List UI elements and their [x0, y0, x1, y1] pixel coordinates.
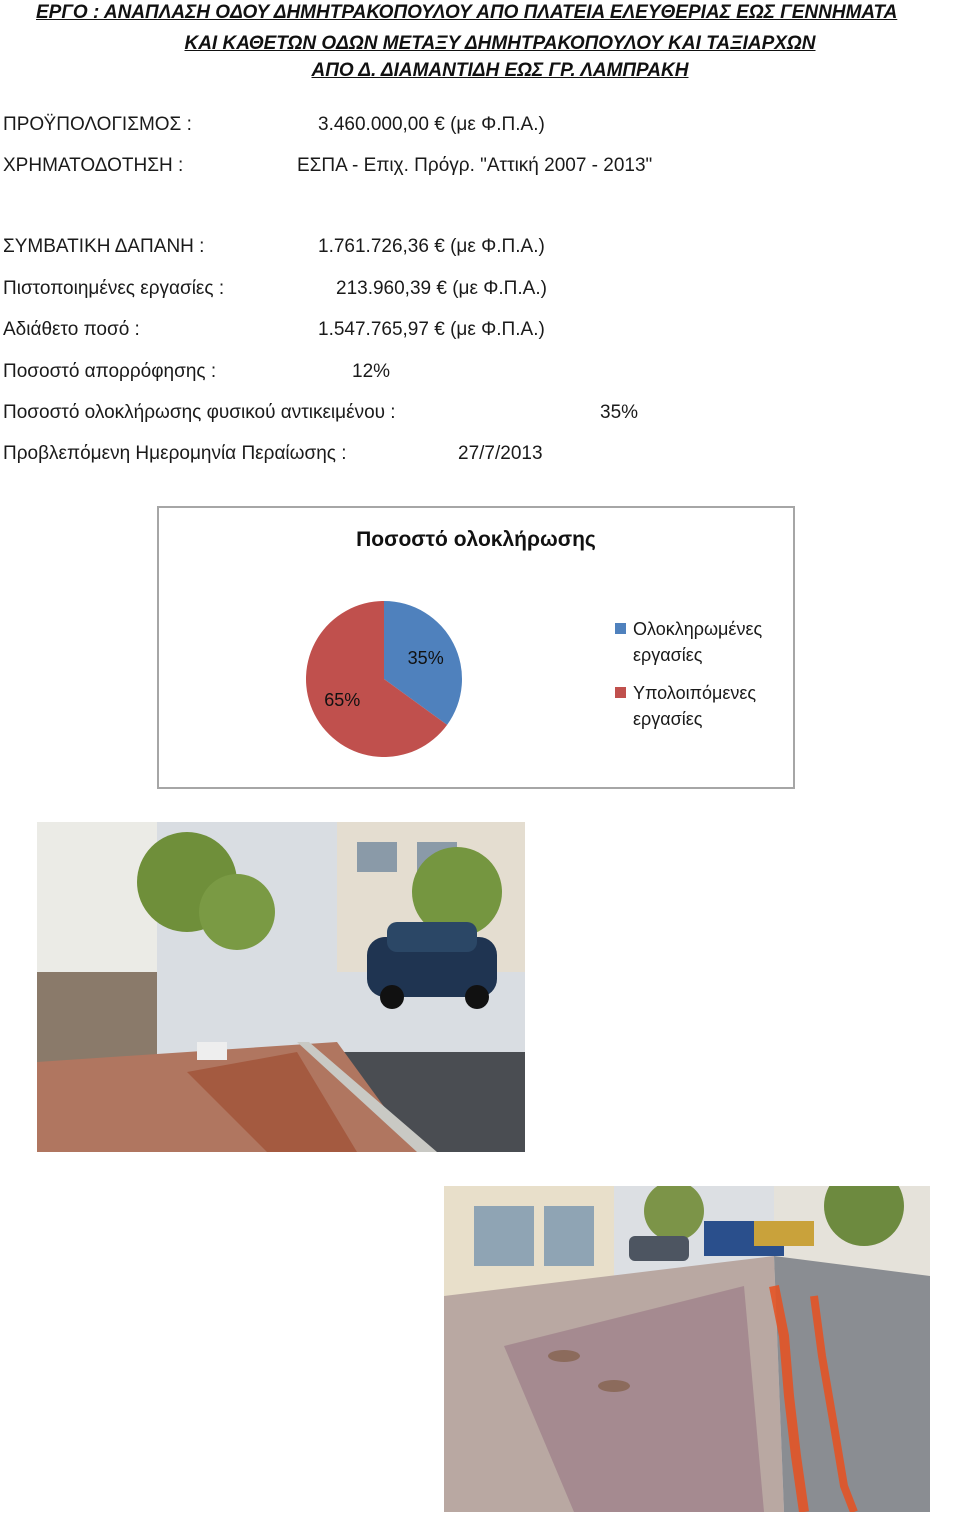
pie-data-label: 35%: [407, 647, 444, 668]
funding-value: ΕΣΠΑ - Επιχ. Πρόγρ. "Αττική 2007 - 2013": [297, 155, 653, 176]
contract-label: ΣΥΜΒΑΤΙΚΗ ΔΑΠΑΝΗ :: [3, 236, 205, 257]
absorption-label: Ποσοστό απορρόφησης :: [3, 361, 217, 382]
absorption-value: 12%: [352, 361, 391, 382]
sidewalk-paving-photo: [444, 1186, 930, 1512]
available-label: Αδιάθετο ποσό :: [3, 319, 140, 340]
available-value: 1.547.765,97 € (με Φ.Π.Α.): [318, 319, 545, 340]
chart-title: Ποσοστό ολοκλήρωσης: [356, 528, 596, 551]
legend-item: [615, 680, 762, 732]
project-title-line-2: ΚΑΙ ΚΑΘΕΤΩΝ ΟΔΩΝ ΜΕΤΑΞΥ ΔΗΜΗΤΡΑΚΟΠΟΥΛΟΥ ΚΑΙ ΤΑΞΙΑΡΧΩΝ: [184, 33, 816, 54]
contract-value: 1.761.726,36 € (με Φ.Π.Α.): [318, 236, 545, 257]
completion-date-label: Προβλεπόμενη Ημερομηνία Περαίωσης :: [3, 443, 347, 464]
legend-label: Υπολοιπόμενες εργασίες: [633, 683, 757, 729]
chart-legend: [615, 616, 762, 744]
project-title-line-3: ΑΠΟ Δ. ΔΙΑΜΑΝΤΙΔΗ ΕΩΣ ΓΡ. ΛΑΜΠΡΑΚΗ: [311, 60, 689, 81]
pie-data-label: 65%: [324, 690, 361, 711]
completion-chart: [157, 506, 795, 789]
budget-value: 3.460.000,00 € (με Φ.Π.Α.): [318, 114, 545, 135]
completion-value: 35%: [600, 402, 639, 423]
completion-label: Ποσοστό ολοκλήρωσης φυσικού αντικειμένου :: [3, 402, 396, 423]
legend-item: [615, 616, 762, 668]
legend-swatch: [615, 623, 626, 634]
street-construction-photo: [37, 822, 525, 1152]
legend-label: Ολοκληρωμένες εργασίες: [633, 619, 763, 665]
certified-value: 213.960,39 € (με Φ.Π.Α.): [336, 278, 547, 299]
legend-swatch: [615, 687, 626, 698]
certified-label: Πιστοποιημένες εργασίες :: [3, 278, 225, 299]
pie-chart: [299, 594, 469, 764]
project-title-line-1: ΕΡΓΟ : ΑΝΑΠΛΑΣΗ ΟΔΟΥ ΔΗΜΗΤΡΑΚΟΠΟΥΛΟΥ ΑΠΟ ΠΛΑΤΕΙΑ ΕΛΕΥΘΕΡΙΑΣ ΕΩΣ ΓΕΝΝΗΜΑΤΑ: [36, 2, 898, 23]
completion-date-value: 27/7/2013: [458, 443, 543, 464]
funding-label: ΧΡΗΜΑΤΟΔΟΤΗΣΗ :: [3, 155, 184, 176]
budget-label: ΠΡΟΫΠΟΛΟΓΙΣΜΟΣ :: [3, 114, 192, 135]
